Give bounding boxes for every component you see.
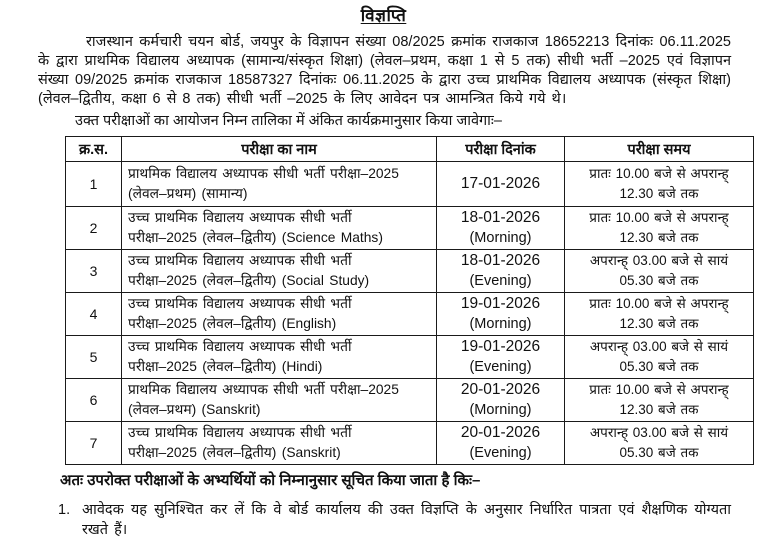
exam-time-line1: प्रातः 10.00 बजे से अपरान्ह् (589, 166, 729, 181)
table-header-row (66, 137, 754, 162)
exam-time-line1: अपरान्ह् 03.00 बजे से सायं (589, 339, 729, 354)
exam-time-line2: 12.30 बजे तक (619, 230, 699, 245)
exam-time-line2: 12.30 बजे तक (619, 402, 699, 417)
conclusion-line: अतः उपरोक्त परीक्षाओं के अभ्यर्थियों को निम्नानुसार सूचित किया जाता है किः– (60, 472, 481, 489)
exam-date: 18-01-2026 (460, 252, 541, 269)
exam-date: 17-01-2026 (460, 175, 541, 192)
exam-date: 19-01-2026 (460, 338, 541, 355)
exam-session: (Morning) (469, 402, 532, 418)
exam-name-line1: उच्च प्राथमिक विद्यालय अध्यापक सीधी भर्ती (128, 339, 352, 354)
exam-name-line2: (लेवल–प्रथम) (सामान्य) (128, 186, 248, 201)
exam-time-line1: प्रातः 10.00 बजे से अपरान्ह् (589, 382, 729, 397)
header-serial-number: क्र.स. (66, 137, 122, 162)
exam-name-line1: उच्च प्राथमिक विद्यालय अध्यापक सीधी भर्ती (128, 425, 352, 440)
exam-time-line2: 05.30 बजे तक (619, 359, 699, 374)
exam-name-line2: परीक्षा–2025 (लेवल–द्वितीय) (English) (128, 316, 337, 331)
cell-exam-time (565, 162, 754, 207)
exam-time-line1: अपरान्ह् 03.00 बजे से सायं (589, 253, 729, 268)
exam-name-line1: प्राथमिक विद्यालय अध्यापक सीधी भर्ती परीक्षा–2025 (128, 166, 399, 181)
exam-name-line2: परीक्षा–2025 (लेवल–द्वितीय) (Hindi) (128, 359, 323, 374)
cell-exam-date (437, 207, 565, 250)
exam-time-line1: प्रातः 10.00 बजे से अपरान्ह् (589, 210, 729, 225)
cell-exam-time (565, 336, 754, 379)
exam-name-line1: प्राथमिक विद्यालय अध्यापक सीधी भर्ती परीक्षा–2025 (128, 382, 399, 397)
exam-name-line1: उच्च प्राथमिक विद्यालय अध्यापक सीधी भर्ती (128, 253, 352, 268)
cell-exam-date (437, 336, 565, 379)
exam-name-line1: उच्च प्राथमिक विद्यालय अध्यापक सीधी भर्ती (128, 210, 352, 225)
cell-exam-date (437, 422, 565, 465)
exam-time-line1: अपरान्ह् 03.00 बजे से सायं (589, 425, 729, 440)
cell-exam-date (437, 250, 565, 293)
cell-exam-name (122, 379, 437, 422)
instruction-item-text: आवेदक यह सुनिश्चित कर लें कि वे बोर्ड कार्यालय की उक्त विज्ञप्ति के अनुसार निर्धारित पात्रता एवं शैक्षणिक योग्यता रखते हैं। (82, 502, 731, 538)
cell-exam-name (122, 207, 437, 250)
exam-time-line2: 05.30 बजे तक (619, 273, 699, 288)
table-intro-line: उक्त परीक्षाओं का आयोजन निम्न तालिका में अंकित कार्यक्रमानुसार किया जावेगाः– (75, 113, 502, 129)
cell-serial: 3 (66, 250, 122, 293)
cell-exam-date (437, 162, 565, 207)
table-row (66, 162, 754, 207)
table-row (66, 250, 754, 293)
exam-name-line2: (लेवल–प्रथम) (Sanskrit) (128, 402, 261, 417)
cell-exam-name (122, 422, 437, 465)
exam-date: 20-01-2026 (460, 424, 541, 441)
cell-exam-date (437, 293, 565, 336)
exam-session: (Morning) (469, 230, 532, 246)
table-row (66, 293, 754, 336)
page-title-text: विज्ञप्ति (360, 6, 407, 25)
cell-serial: 4 (66, 293, 122, 336)
exam-name-line2: परीक्षा–2025 (लेवल–द्वितीय) (Social Study) (128, 273, 370, 288)
exam-session: (Morning) (469, 316, 532, 332)
exam-schedule-table (65, 136, 754, 465)
exam-session: (Evening) (469, 445, 532, 461)
cell-serial: 6 (66, 379, 122, 422)
cell-serial: 5 (66, 336, 122, 379)
exam-name-line2: परीक्षा–2025 (लेवल–द्वितीय) (Science Maths) (128, 230, 383, 245)
instruction-item-1 (58, 500, 731, 540)
cell-serial: 2 (66, 207, 122, 250)
cell-exam-name (122, 293, 437, 336)
page-title (0, 0, 767, 26)
cell-exam-time (565, 207, 754, 250)
cell-exam-time (565, 250, 754, 293)
table-row (66, 336, 754, 379)
cell-exam-time (565, 293, 754, 336)
exam-session: (Evening) (469, 273, 532, 289)
exam-time-line2: 12.30 बजे तक (619, 316, 699, 331)
exam-date: 19-01-2026 (460, 295, 541, 312)
cell-exam-name (122, 162, 437, 207)
header-exam-name: परीक्षा का नाम (122, 137, 437, 162)
header-exam-time: परीक्षा समय (565, 137, 754, 162)
cell-exam-name (122, 250, 437, 293)
table-row (66, 379, 754, 422)
cell-serial: 1 (66, 162, 122, 207)
exam-time-line2: 12.30 बजे तक (619, 186, 699, 201)
cell-serial: 7 (66, 422, 122, 465)
exam-date: 20-01-2026 (460, 381, 541, 398)
exam-time-line2: 05.30 बजे तक (619, 445, 699, 460)
cell-exam-name (122, 336, 437, 379)
table-row (66, 422, 754, 465)
cell-exam-time (565, 379, 754, 422)
exam-name-line1: उच्च प्राथमिक विद्यालय अध्यापक सीधी भर्ती (128, 296, 352, 311)
cell-exam-date (437, 379, 565, 422)
exam-name-line2: परीक्षा–2025 (लेवल–द्वितीय) (Sanskrit) (128, 445, 341, 460)
cell-exam-time (565, 422, 754, 465)
table-row (66, 207, 754, 250)
header-exam-date: परीक्षा दिनांक (437, 137, 565, 162)
exam-session: (Evening) (469, 359, 532, 375)
instruction-item-number: 1. (58, 502, 71, 518)
exam-time-line1: प्रातः 10.00 बजे से अपरान्ह् (589, 296, 729, 311)
notice-paragraph: राजस्थान कर्मचारी चयन बोर्ड, जयपुर के विज्ञापन संख्या 08/2025 क्रमांक राजकाज 18652213 दिनांकः 06.11.2025 के द्वारा प्राथमिक विद्यालय अध्यापक (सामान्य/संस्कृत शिक्षा) (लेवल–प्रथम, कक्षा 1 से 5 तक) सीधी भर्ती –2025 एवं विज्ञापन संख्या 09/2025 क्रमांक राजकाज 18587327 दिनांकः 06.11.2025 के द्वारा उच्च प्राथमिक विद्यालय अध्यापक (संस्कृत शिक्षा) (लेवल–द्वितीय, कक्षा 6 से 8 तक) सीधी भर्ती –2025 के लिए आवेदन पत्र आमन्त्रित किये गये थे। (38, 34, 731, 107)
exam-date: 18-01-2026 (460, 209, 541, 226)
